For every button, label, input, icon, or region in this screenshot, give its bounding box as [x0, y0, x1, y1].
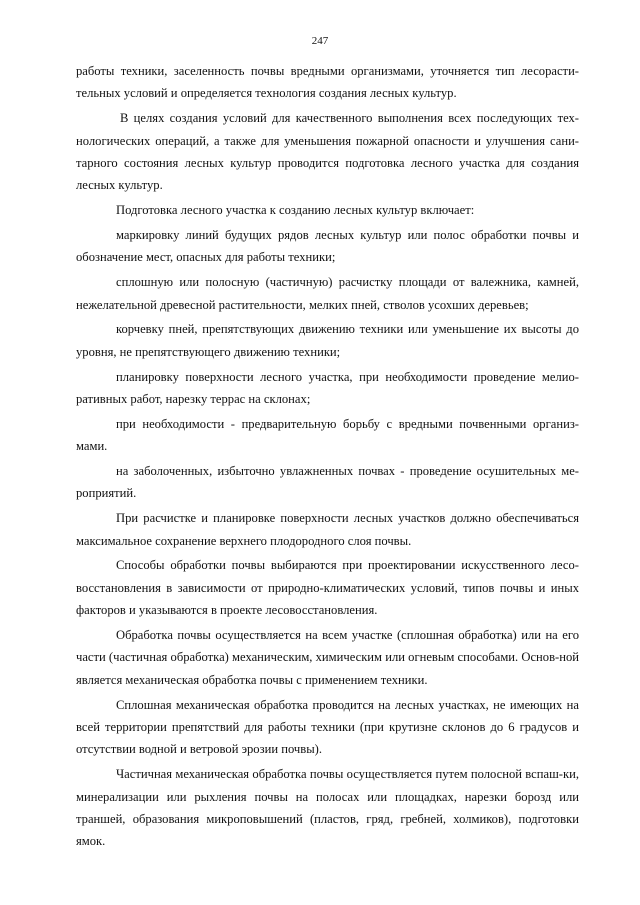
paragraph: Способы обработки почвы выбираются при проектировании искусственного лесо-восстановления в зависимости от природно-климатических условий, типов почвы и иных факторов и указываются в проекте лесовосстановления.	[76, 558, 579, 618]
document-body	[76, 60, 579, 853]
paragraph: В целях создания условий для качественного выполнения всех последующих тех-нологических операций, а также для уменьшения пожарной опасности и улучшения сани-тарного состояния лесных культур проводится подготовка лесного участка для создания лесных культур.	[76, 111, 579, 193]
paragraph: Частичная механическая обработка почвы осуществляется путем полосной вспаш-ки, минерализации или рыхления почвы на полосах или площадках, нарезки борозд или траншей, образования микроповышений (пластов, гряд, гребней, холмиков), подготовки ямок.	[76, 767, 579, 849]
paragraph: При расчистке и планировке поверхности лесных участков должно обеспечиваться максимальное сохранение верхнего плодородного слоя почвы.	[76, 511, 579, 548]
paragraph: Обработка почвы осуществляется на всем участке (сплошная обработка) или на его части (частичная обработка) механическим, химическим или огневым способами. Основ-ной является механическая обработка почвы с применением техники.	[76, 628, 579, 687]
paragraph: планировку поверхности лесного участка, при необходимости проведение мелио-ративных работ, нарезку террас на склонах;	[76, 369, 579, 407]
paragraph: сплошную или полосную (частичную) расчистку площади от валежника, камней, нежелательной древесной растительности, мелких пней, стволов усохших деревьев;	[76, 275, 579, 312]
paragraph: Сплошная механическая обработка проводится на лесных участках, не имеющих на всей территории препятствий для работы техники (при крутизне склонов до 6 градусов и отсутствии водной и ветровой эрозии почвы).	[76, 697, 579, 757]
paragraph: Подготовка лесного участка к созданию лесных культур включает:	[116, 203, 475, 218]
paragraph: работы техники, заселенность почвы вредными организмами, уточняется тип лесорасти-тельных условий и определяется технология создания лесных культур.	[76, 64, 579, 101]
page-number: 247	[311, 35, 329, 47]
paragraph: корчевку пней, препятствующих движению техники или уменьшение их высоты до уровня, не препятствующего движению техники;	[76, 322, 579, 359]
paragraph: при необходимости - предварительную борьбу с вредными почвенными организ-мами.	[76, 416, 579, 454]
paragraph: маркировку линий будущих рядов лесных культур или полос обработки почвы и обозначение мест, опасных для работы техники;	[76, 228, 579, 265]
paragraph: на заболоченных, избыточно увлажненных почвах - проведение осушительных ме-роприятий.	[76, 464, 579, 501]
